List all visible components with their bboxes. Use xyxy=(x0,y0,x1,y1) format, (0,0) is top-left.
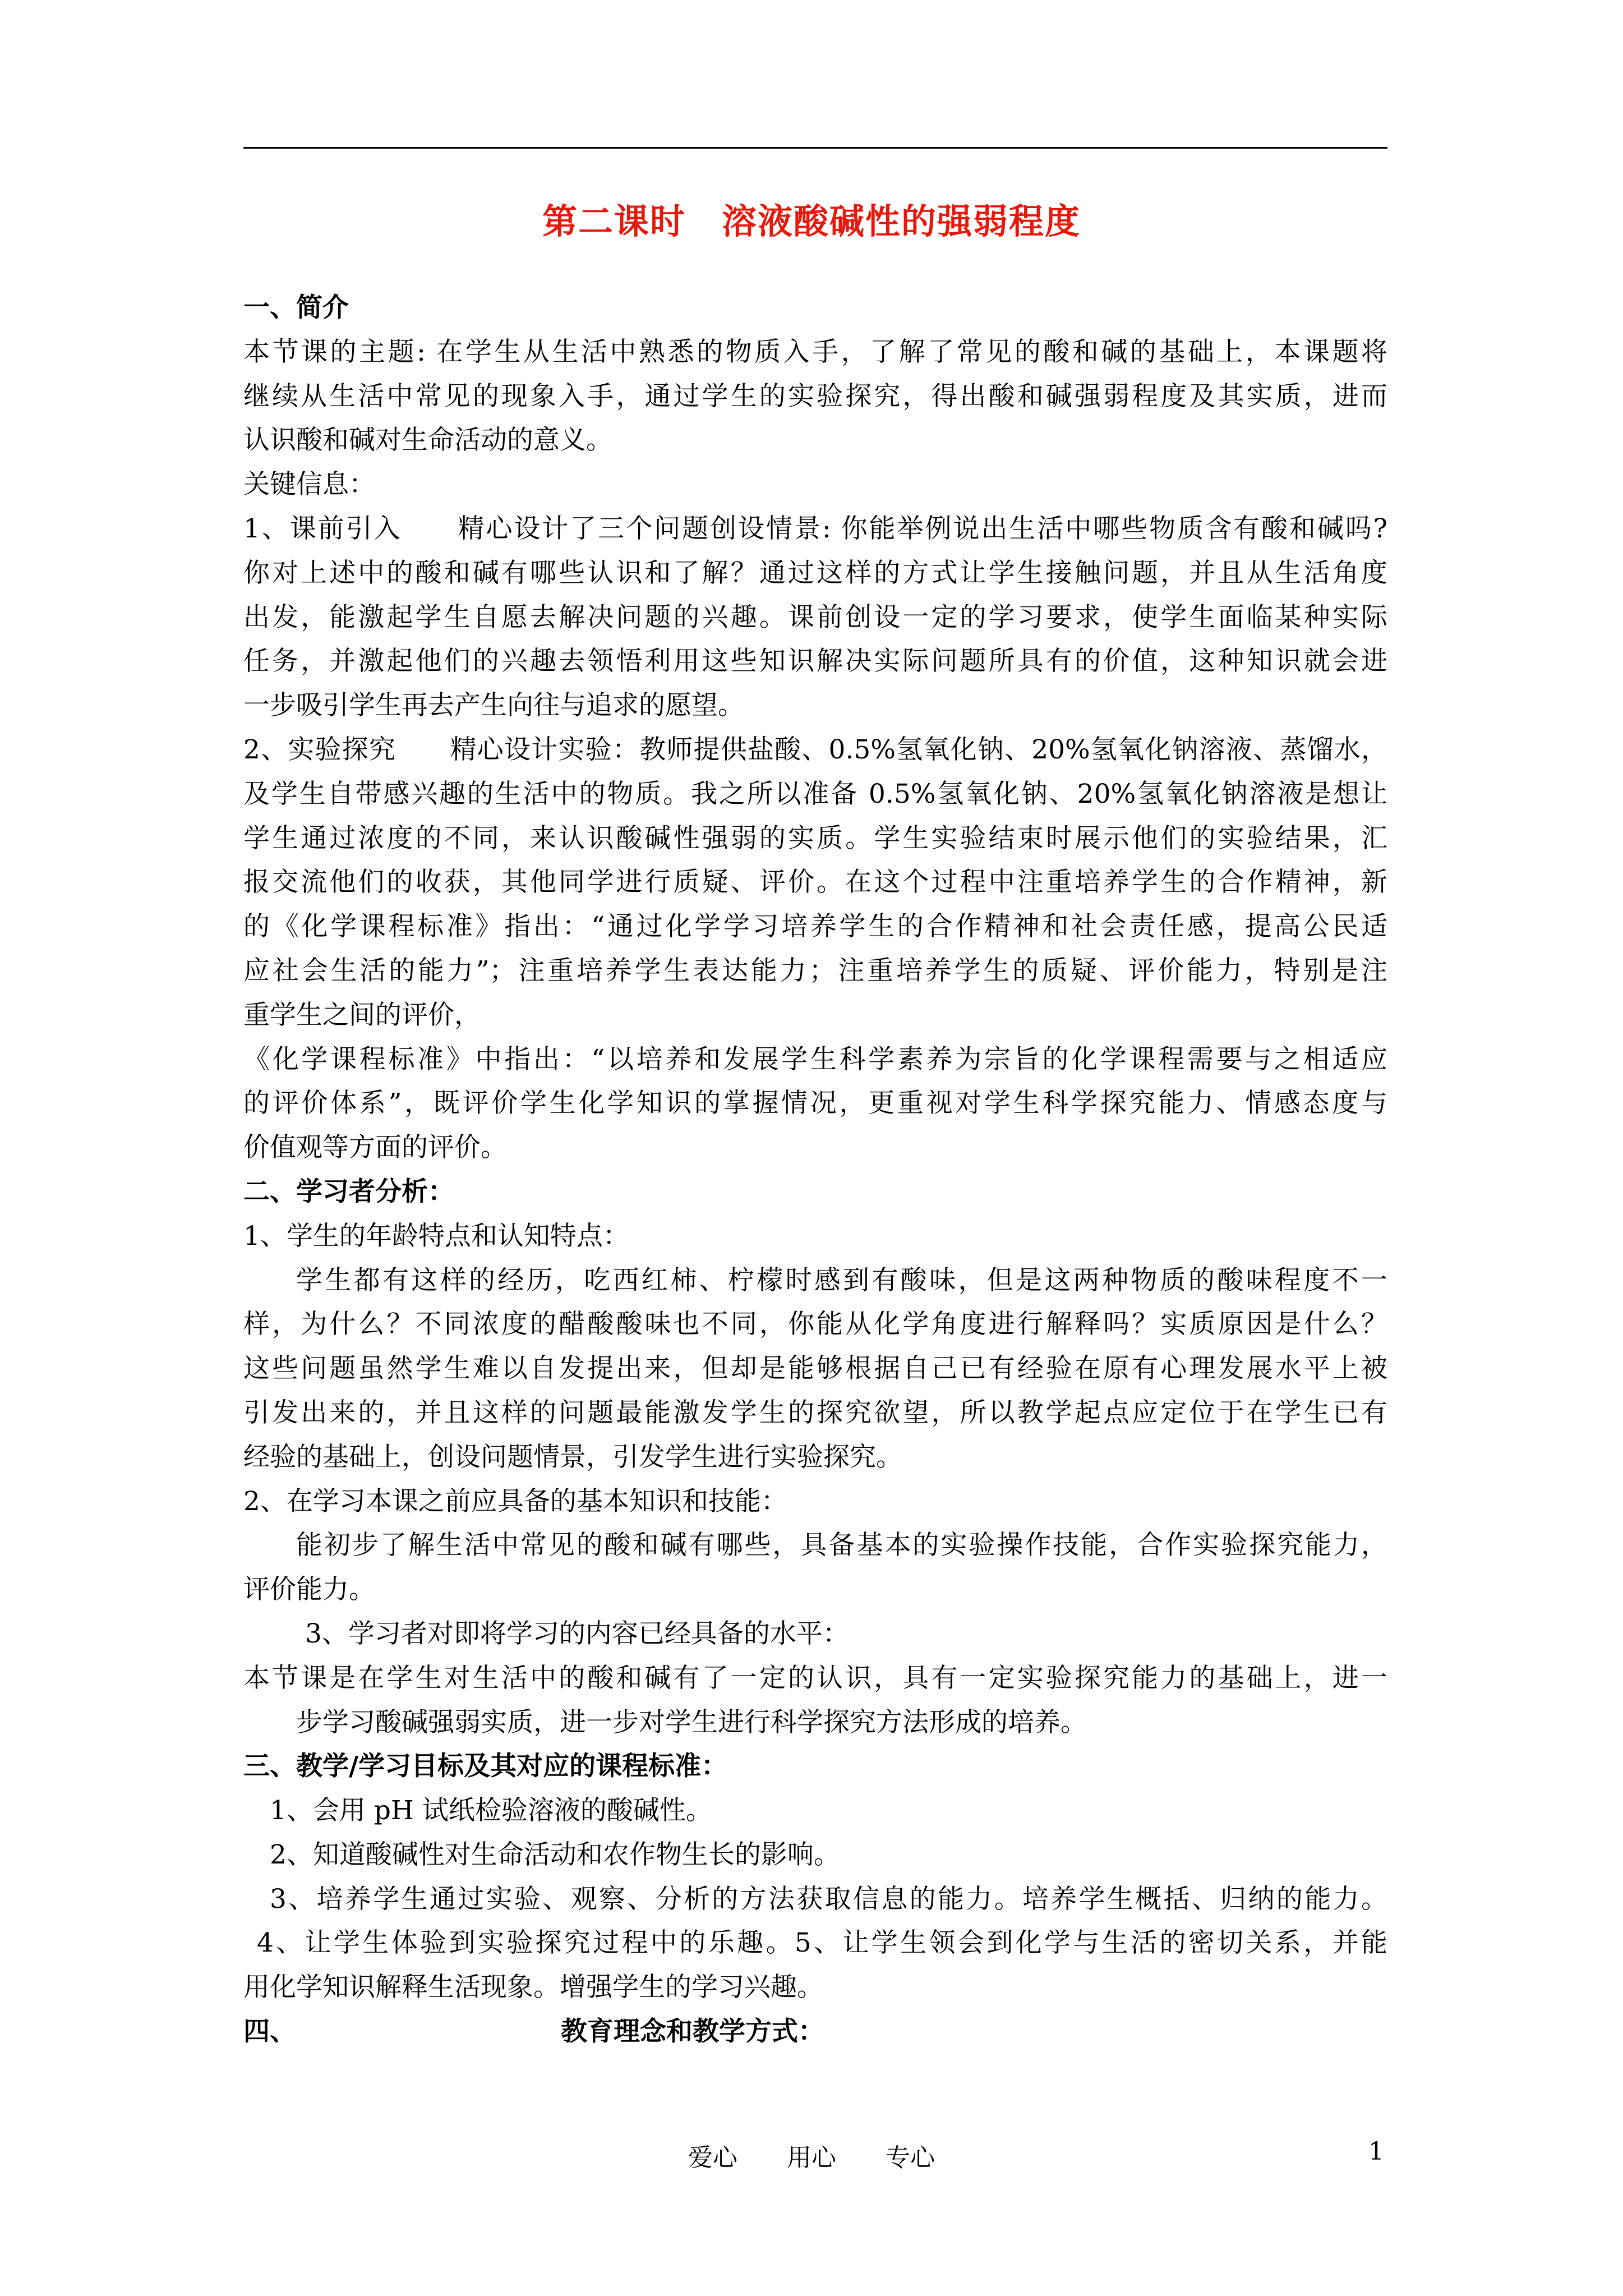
text-line: 能初步了解生活中常见的酸和碱有哪些，具备基本的实验操作技能，合作实验探究能力， xyxy=(296,1530,1387,1561)
text-line: 你对上述中的酸和碱有哪些认识和了解？通过这样的方式让学生接触问题，并且从生活角度 xyxy=(243,557,1387,588)
footer-text: 爱心 用心 专心 xyxy=(688,2143,935,2172)
text-line: 继续从生活中常见的现象入手，通过学生的实验探究，得出酸和碱强弱程度及其实质，进而 xyxy=(243,380,1387,412)
text-line: 重学生之间的评价， xyxy=(243,999,481,1030)
text-line: 的评价体系”，既评价学生化学知识的掌握情况，更重视对学生科学探究能力、情感态度与 xyxy=(243,1088,1387,1119)
text-line: 《化学课程标准》中指出：“以培养和发展学生科学素养为宗旨的化学课程需要与之相适应 xyxy=(243,1043,1387,1075)
text-line: 本节课是在学生对生活中的酸和碱有了一定的认识，具有一定实验探究能力的基础上，进一 xyxy=(243,1662,1387,1694)
text-line: 2、在学习本课之前应具备的基本知识和技能： xyxy=(243,1485,787,1517)
text-line: 4、让学生体验到实验探究过程中的乐趣。5、让学生领会到化学与生活的密切关系，并能 xyxy=(257,1927,1387,1959)
text-line: 评价能力。 xyxy=(243,1574,375,1605)
text-line: 用化学知识解释生活现象。增强学生的学习兴趣。 xyxy=(243,1972,823,2003)
text-line: 2、实验探究 精心设计实验：教师提供盐酸、0.5%氢氧化钠、20%氢氧化钠溶液、蒸馏水， xyxy=(243,734,1387,765)
text-line: 1、学生的年龄特点和认知特点： xyxy=(243,1220,629,1251)
section-number: 四、 xyxy=(243,2016,296,2047)
section-heading: 二、学习者分析： xyxy=(243,1176,454,1207)
text-line: 认识酸和碱对生命活动的意义。 xyxy=(243,425,612,456)
text-line: 本节课的主题: 在学生从生活中熟悉的物质入手，了解了常见的酸和碱的基础上，本课题将 xyxy=(243,336,1387,367)
section-heading-4 xyxy=(243,2010,1387,2054)
text-line: 报交流他们的收获，其他同学进行质疑、评价。在这个过程中注重培养学生的合作精神，新 xyxy=(243,867,1387,898)
document-body xyxy=(243,286,1387,2054)
text-line: 引发出来的，并且这样的问题最能激发学生的探究欲望，所以教学起点应定位于在学生已有 xyxy=(243,1397,1387,1428)
text-line: 学生都有这样的经历，吃西红柿、柠檬时感到有酸味，但是这两种物质的酸味程度不一 xyxy=(296,1264,1387,1296)
page-title: 第二课时 溶液酸碱性的强弱程度 xyxy=(542,201,1081,242)
text-line: 应社会生活的能力”；注重培养学生表达能力；注重培养学生的质疑、评价能力，特别是注 xyxy=(243,955,1387,986)
text-line: 1、课前引入 精心设计了三个问题创设情景: 你能举例说出生活中哪些物质含有酸和碱吗? xyxy=(243,513,1387,544)
text-line: 学生通过浓度的不同，来认识酸碱性强弱的实质。学生实验结束时展示他们的实验结果，汇 xyxy=(243,822,1387,854)
text-line: 的《化学课程标准》指出：“通过化学学习培养学生的合作精神和社会责任感，提高公民适 xyxy=(243,911,1387,942)
section-heading: 三、教学/学习目标及其对应的课程标准： xyxy=(243,1751,728,1782)
text-line: 及学生自带感兴趣的生活中的物质。我之所以准备 0.5%氢氧化钠、20%氢氧化钠溶液是想让 xyxy=(243,778,1387,809)
text-line: 经验的基础上，创设问题情景，引发学生进行实验探究。 xyxy=(243,1441,902,1473)
section-title: 教育理念和教学方式： xyxy=(561,2016,824,2047)
text-line: 关键信息： xyxy=(243,469,375,500)
text-line: 1、会用 pH 试纸检验溶液的酸碱性。 xyxy=(270,1795,712,1826)
text-line: 3、培养学生通过实验、观察、分析的方法获取信息的能力。培养学生概括、归纳的能力。 xyxy=(270,1883,1387,1915)
text-line: 出发，能激起学生自愿去解决问题的兴趣。课前创设一定的学习要求，使学生面临某种实际 xyxy=(243,601,1387,633)
text-line: 价值观等方面的评价。 xyxy=(243,1132,507,1163)
text-line: 任务，并激起他们的兴趣去领悟利用这些知识解决实际问题所具有的价值，这种知识就会进 xyxy=(243,646,1387,677)
header-rule xyxy=(243,147,1387,149)
text-line: 样，为什么？不同浓度的醋酸酸味也不同，你能从化学角度进行解释吗？实质原因是什么？ xyxy=(243,1309,1387,1340)
page-number: 1 xyxy=(1368,2137,1384,2166)
text-line: 步学习酸碱强弱实质，进一步对学生进行科学探究方法形成的培养。 xyxy=(296,1706,1087,1738)
text-line: 一步吸引学生再去产生向往与追求的愿望。 xyxy=(243,690,744,721)
text-line: 这些问题虽然学生难以自发提出来，但却是能够根据自己已有经验在原有心理发展水平上被 xyxy=(243,1353,1387,1384)
text-line: 3、学习者对即将学习的内容已经具备的水平： xyxy=(305,1618,849,1649)
section-heading: 一、简介 xyxy=(243,292,349,323)
text-line: 2、知道酸碱性对生命活动和农作物生长的影响。 xyxy=(270,1839,840,1870)
